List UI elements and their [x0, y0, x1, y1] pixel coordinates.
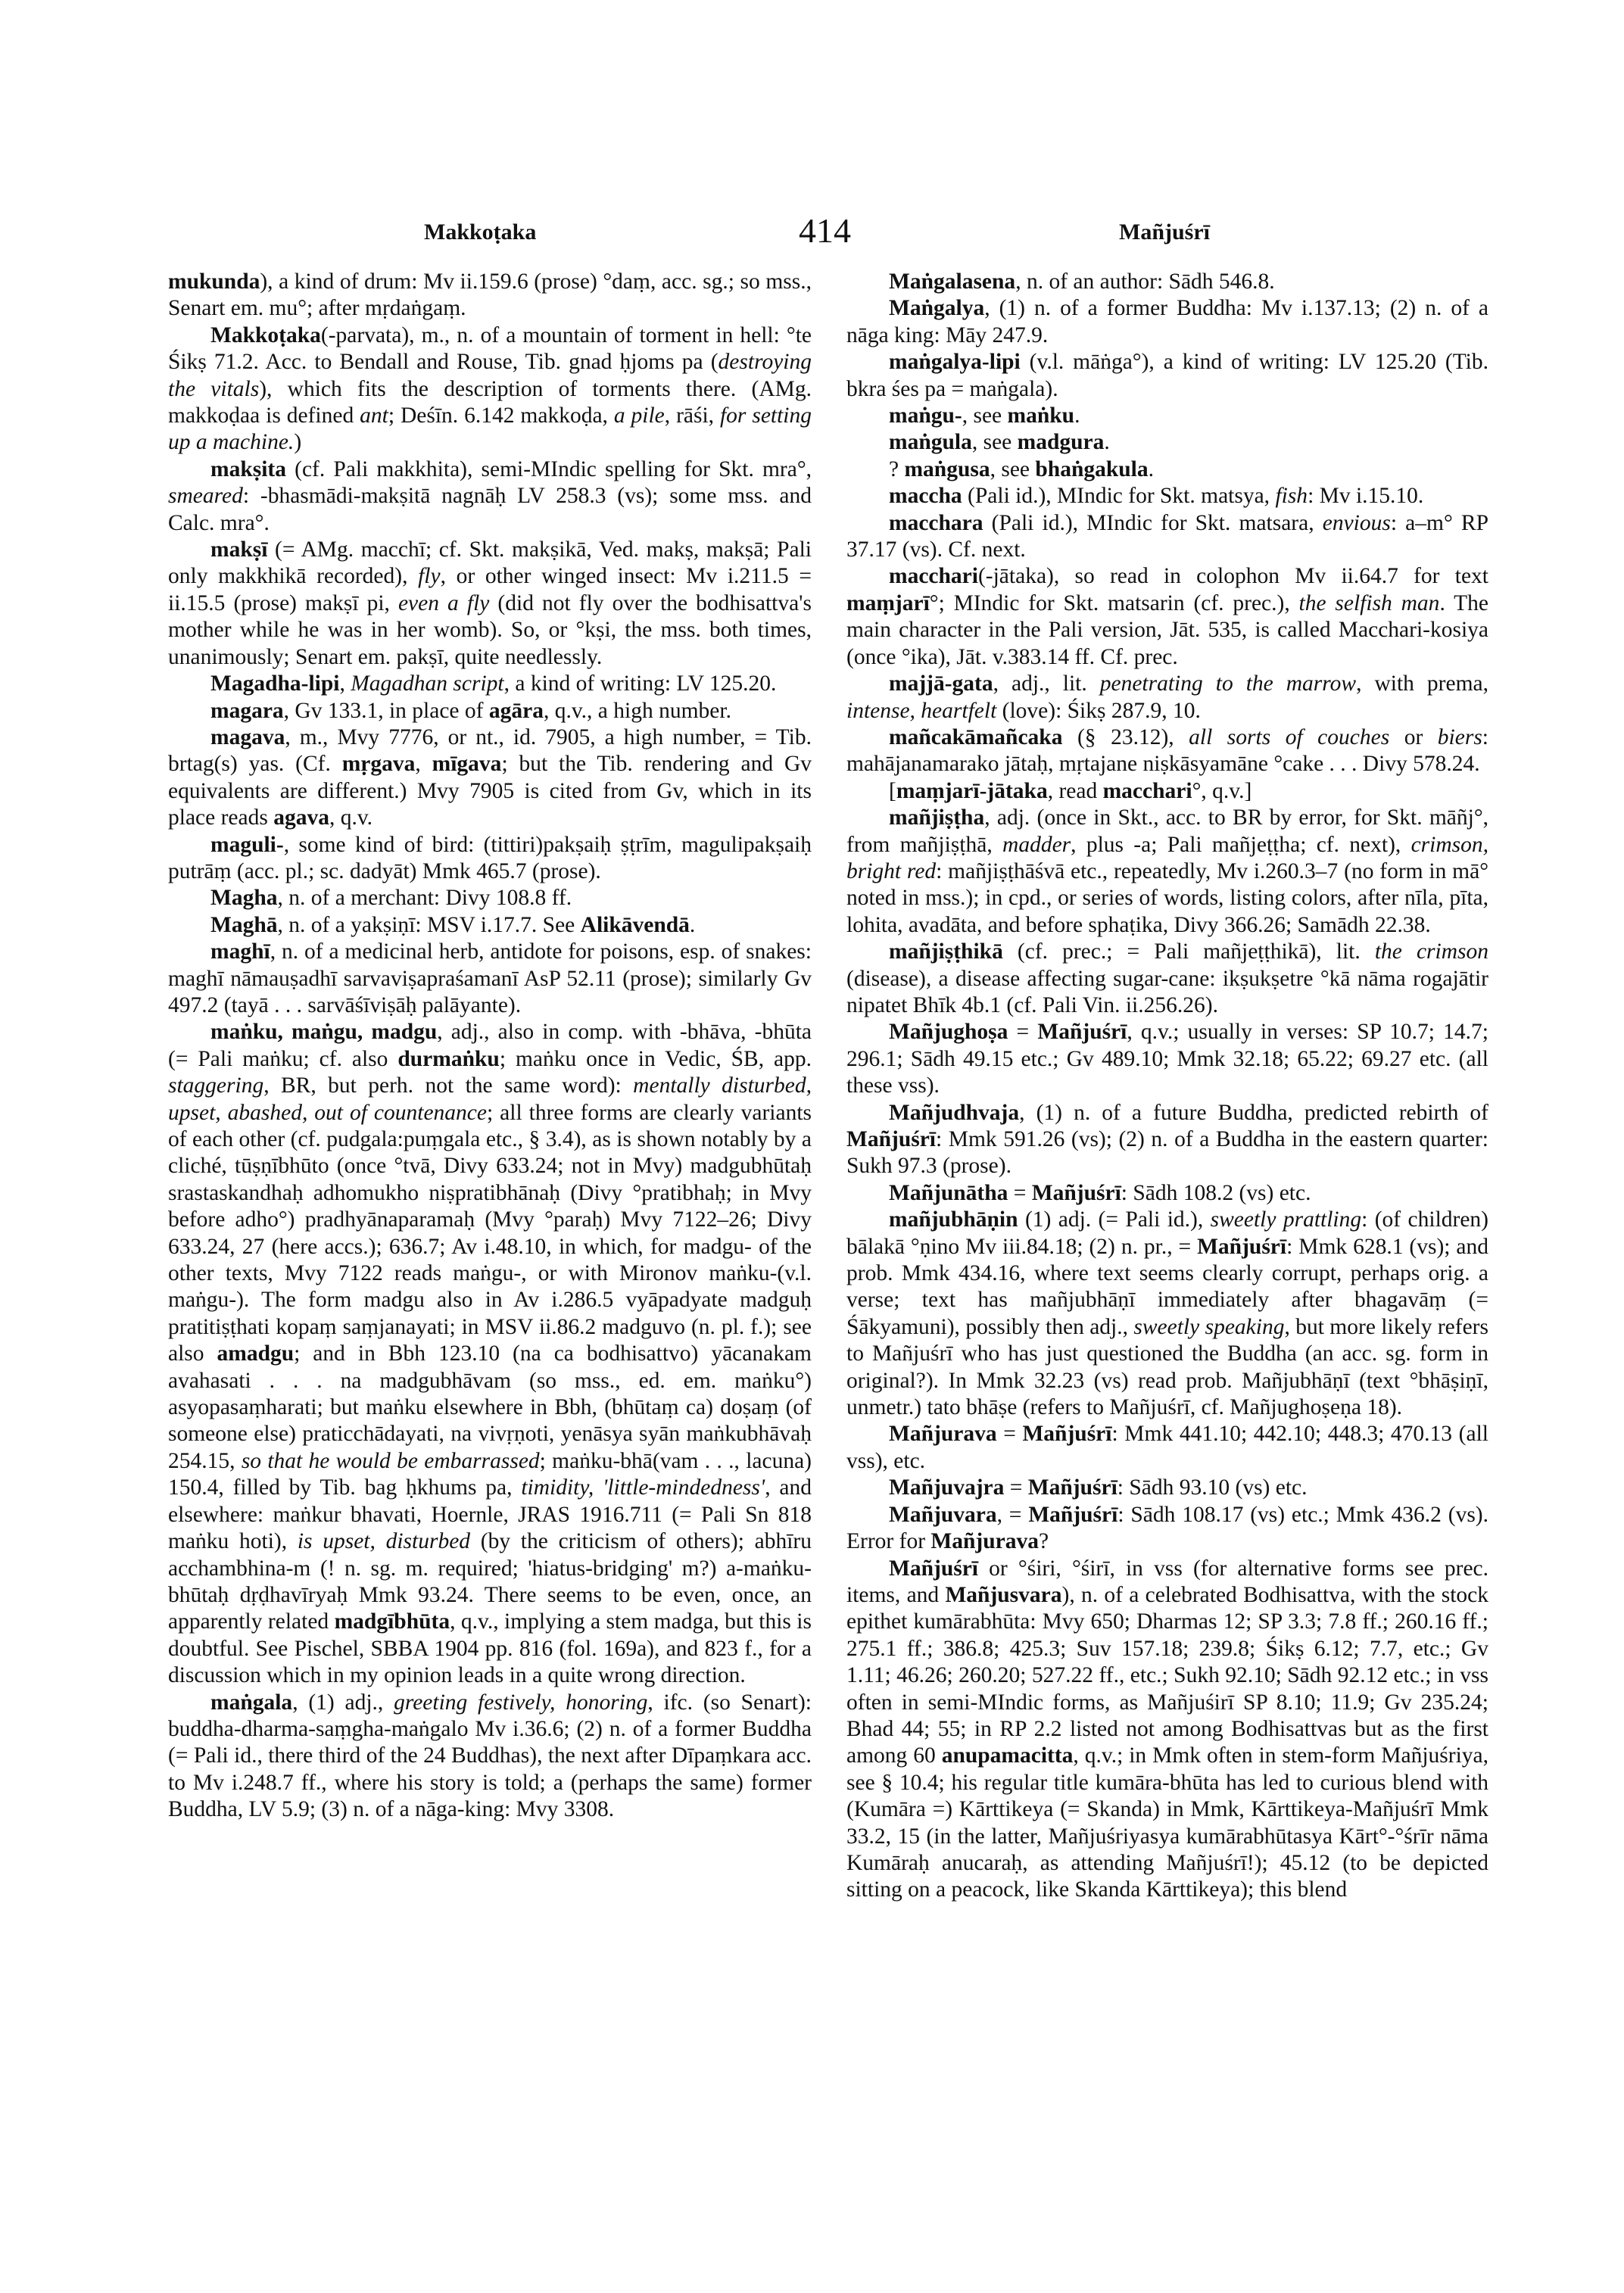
entry-text: , — [339, 671, 351, 696]
headword: Mañjuśrī — [1027, 1475, 1117, 1500]
headword: Mañjuśrī — [1197, 1234, 1287, 1259]
entry-text: : (of children) bālakā °ṇino Mv iii.84.18; (2) n. pr., = — [846, 1207, 1489, 1259]
headword: Mañjuśrī — [1031, 1180, 1121, 1205]
entry-text: , plus -a; Pali mañjeṭṭha; cf. next), — [1071, 832, 1411, 857]
italic-gloss: the crimson — [1374, 939, 1489, 964]
dictionary-entry — [168, 1019, 812, 1689]
entry-text: , adj. (once in Skt., acc. to BR by error, for Skt. māñj°, from mañjiṣṭhā, — [846, 805, 1488, 857]
entry-text: . — [689, 912, 696, 937]
headword: magava — [210, 724, 285, 749]
entry-text: ), n. of a celebrated Bodhisattva, with the stock epithet kumārabhūta: Mvy 650; Dharmas 12; SP 3.3; 7.8 ff.; 260.16 ff.; 275.1 ff.; 386.8; 425.3; Suv 157.18; 239.8; Śikṣ 6.12; 7.7, etc.; Gv 1.11; 46.26; 260.20; 527.22 ff., etc.; Sukh 92.10; Sādh 92.12 etc.; in vss often in semi-MIndic forms, as Mañjuśirī SP 8.10; 11.9; Gv 235.24; Bhad 44; 55; in RP 2.2 listed not among Bodhisattvas but as the first among 60 — [846, 1582, 1488, 1768]
entry-text: (§ 23.12), — [1062, 724, 1189, 749]
headword: mañjiṣṭhikā — [889, 939, 1003, 964]
entry-text: , (1) adj., — [292, 1690, 394, 1715]
entry-text: , rāśi, — [664, 403, 720, 428]
entry-text: (love): Śikṣ 287.9, 10. — [996, 698, 1201, 723]
entry-text: , some kind of bird: (tittiri)pakṣaiḥ ṣṭrīm, magulipakṣaiḥ putrāṃ (acc. pl.; sc. dadyāt) Mmk 465.7 (prose). — [168, 832, 812, 883]
dictionary-entry — [168, 537, 812, 671]
entry-text: ; but the Tib. rendering and Gv equivalents are different.) Mvy 7905 is cited from Gv, which in its place reads — [168, 752, 812, 830]
italic-gloss: so that he would be embarrassed — [241, 1448, 540, 1473]
headword: majjā-gata — [889, 671, 993, 696]
entry-text: = — [1004, 1475, 1028, 1500]
italic-gloss: mentally disturbed, upset, abashed, out of countenance — [168, 1073, 812, 1125]
dictionary-entry — [846, 724, 1488, 778]
headword: maṃjarī-jātaka — [896, 778, 1048, 803]
italic-gloss: intense, heartfelt — [846, 698, 997, 723]
dictionary-entry — [846, 429, 1488, 456]
italic-gloss: penetrating to the marrow — [1099, 671, 1357, 696]
left-running-headword: Makkoṭaka — [424, 220, 537, 245]
headword: Mañjuśrī — [1037, 1020, 1127, 1045]
dictionary-entry — [846, 1207, 1488, 1421]
italic-gloss: madder — [1002, 832, 1071, 857]
entry-text: , and elsewhere: maṅkur bhavati, Hoernle, JRAS 1916.711 (= Pali Sn 818 maṅku hoti), — [168, 1475, 812, 1554]
entry-text: , see — [962, 403, 1008, 428]
headword: magara — [210, 698, 284, 723]
italic-gloss: fish — [1275, 484, 1308, 509]
italic-gloss: is upset, disturbed — [297, 1529, 471, 1554]
entry-text: ; all three forms are clearly variants of each other (cf. pudgala:puṃgala etc., § 3.4), as is shown notably by a cliché, tūṣṇībhūto (once °tvā, Divy 633.24; not in Mvy) madgubhūtaḥ srastaskandhaḥ adhomukho niṣpratibhānaḥ (Divy °pratibhaḥ; in Mvy before adho°) pradhyānaparamaḥ (Mvy °paraḥ) Mvy 7122–26; Divy 633.24, 27 (here accs.); 636.7; Av i.48.10, in which, for madgu- of the other texts, Mvy 7122 reads maṅgu-, or with Mironov maṅku-(v.l. maṅgu-). The form madgu also in Av i.286.5 vyāpadyate madguḥ pratitiṣṭhati kopaṃ saṃjanayati; in MSV ii.86.2 madguvo (n. pl. f.); see also — [168, 1100, 812, 1366]
headword: maghī — [210, 939, 270, 964]
dictionary-entry — [168, 939, 812, 1019]
entry-text: ; and in Bbh 123.10 (na ca bodhisattvo) yācanakam avahasati . . . na madgubhāvam (so mss., ed. em. maṅku°) asyopasaṃharati; but maṅku elsewhere in Bbh, (bhūtaṃ ca) doṣaṃ (of someone else) praticchādayati, na vivṛṇoti, yenāsya syān maṅkubhāvaḥ 254.15, — [168, 1341, 812, 1473]
dictionary-entry — [846, 1556, 1488, 1904]
entry-text: , q.v.; usually in verses: SP 10.7; 14.7; 296.1; Sādh 49.15 etc.; Gv 489.10; Mmk 32.18; 65.22; 69.27 etc. (all these vss). — [846, 1020, 1488, 1098]
italic-gloss: envious — [1322, 510, 1391, 535]
italic-gloss: all sorts of couches — [1189, 724, 1390, 749]
italic-gloss: staggering — [168, 1073, 264, 1098]
page-number: 414 — [799, 211, 851, 250]
entry-text: : Sādh 93.10 (vs) etc. — [1117, 1475, 1308, 1500]
entry-text: (-jātaka), so read in colophon Mv ii.64.7 for text — [977, 564, 1488, 589]
italic-gloss: Magadhan script — [351, 671, 504, 696]
headword: mṛgava — [341, 752, 416, 777]
entry-text: , n. of a medicinal herb, antidote for poisons, esp. of snakes: maghī nāmauṣadhī sarvaviṣapraśamanī AsP 52.11 (prose); similarly Gv 497.2 (tayā . . . sarvāśīviṣāḥ palāyante). — [168, 939, 812, 1017]
headword: mīgava — [432, 752, 502, 777]
entry-text: , Gv 133.1, in place of — [283, 698, 489, 723]
italic-gloss: greeting festively, honoring — [394, 1690, 648, 1715]
entry-text: ; Deśīn. 6.142 makkoḍa, — [388, 403, 614, 428]
dictionary-entry — [846, 349, 1488, 403]
headword: maṅgala — [210, 1690, 293, 1715]
italic-gloss: timidity, 'little-mindedness' — [521, 1475, 765, 1500]
headword: mañcakāmañcaka — [889, 724, 1063, 749]
headword: Mañjurava — [889, 1422, 997, 1447]
headword: Maṅgalasena — [889, 269, 1016, 294]
headword: macchari — [1102, 778, 1192, 803]
entry-text: , ifc. (so Senart): buddha-dharma-saṃgha-maṅgalo Mv i.36.6; (2) n. of a former Buddha (= Pali id., there third of the 24 Buddhas), the next after Dīpaṃkara acc. to Mv i.248.7 ff., where his story is told; a (perhaps the same) former Buddha, LV 5.9; (3) n. of a nāga-king: Mvy 3308. — [168, 1690, 812, 1822]
headword: anupamacitta — [941, 1743, 1074, 1768]
entry-text: : Mmk 628.1 (vs); and prob. Mmk 434.16, where text seems clearly corrupt, perhaps orig. a verse; text has mañjubhāṇī immediately after bhagavāṃ (= Śākyamuni), possibly then adj., — [846, 1234, 1489, 1339]
entry-text: , q.v., implying a stem madga, but this is doubtful. See Pischel, SBBA 1904 pp. 816 (fol. 169a), and 823 f., for a discussion which in my opinion leads in a quite wrong direction. — [168, 1609, 812, 1688]
dictionary-entry — [168, 832, 812, 886]
headword: Mañjuvara — [889, 1502, 997, 1527]
headword: Mañjurava — [930, 1529, 1039, 1554]
headword: mañjubhāṇin — [889, 1207, 1018, 1232]
entry-text: , (1) n. of a future Buddha, predicted rebirth of — [1019, 1100, 1488, 1125]
headword: Mañjuśrī — [1028, 1502, 1118, 1527]
entry-text: or °śiri, °śirī, in vss (for alternative forms see prec. items, and — [846, 1556, 1488, 1607]
dictionary-entry — [846, 1180, 1488, 1207]
italic-gloss: even a fly — [397, 590, 490, 615]
entry-text: , see — [971, 430, 1018, 455]
dictionary-entry — [168, 1690, 812, 1824]
entry-text: = — [1008, 1020, 1038, 1045]
dictionary-entry — [846, 778, 1488, 805]
entry-text: (did not fly over the bodhisattva's mother while he was in her womb). So, or °kṣi, the mss. both times, unanimously; Senart em. pakṣī, quite needlessly. — [168, 590, 812, 669]
italic-gloss: smeared — [168, 484, 243, 509]
entry-text: , BR, but perh. not the same word): — [263, 1073, 634, 1098]
dictionary-entry — [168, 456, 812, 537]
headword: durmaṅku — [397, 1046, 500, 1071]
headword: Mañjudhvaja — [889, 1100, 1020, 1125]
entry-text: (cf. Pali makkhita), semi-MIndic spelling for Skt. mra°, — [285, 456, 812, 481]
entry-text: , a kind of writing: LV 125.20. — [503, 671, 777, 696]
entry-text: (disease), a disease affecting sugar-cane: ikṣukṣetre °kā nāma rogajātir nipatet Bhīk 4b.1 (cf. Pali Vin. ii.256.26). — [846, 966, 1488, 1017]
dictionary-entry — [846, 295, 1488, 349]
headword: Mañjughoṣa — [889, 1020, 1008, 1045]
entry-text: ), which fits the description of torments there. (AMg. makkoḍaa is defined — [168, 376, 812, 428]
entry-text: (Pali id.), MIndic for Skt. matsya, — [962, 484, 1276, 509]
entry-text: , = — [996, 1502, 1029, 1527]
dictionary-entry — [846, 1100, 1488, 1180]
entry-text: = — [1008, 1180, 1032, 1205]
entry-text: , n. of an author: Sādh 546.8. — [1015, 269, 1275, 294]
entry-text: , but more likely refers to Mañjuśrī who has just questioned the Buddha (an acc. sg. form in original?). In Mmk 32.23 (vs) read prob. Mañjubhāṇī (text °bhāṣiṇī, unmetr.) tato bhāṣe (refers to Mañjuśrī, cf. Mañjughoṣeṇa 18). — [846, 1314, 1488, 1420]
headword: Maghā — [210, 912, 278, 937]
headword: maṅgalya-lipi — [889, 350, 1021, 375]
dictionary-entry — [846, 671, 1488, 724]
entry-text: , n. of a yakṣiṇī: MSV i.17.7. See — [277, 912, 581, 937]
dictionary-entry — [846, 939, 1488, 1019]
dictionary-entry — [168, 724, 812, 832]
entry-text: , q.v.; in Mmk often in stem-form Mañjuśriya, see § 10.4; his regular title kumāra-bhūta has led to curious blend with (Kumāra =) Kārttikeya (= Skanda) in Mmk, Kārttikeya-Mañjuśrī Mmk 33.2, 15 (in the latter, Mañjuśriyasya kumārabhūtasya Kārt°-°śrīr nāma Kumāraḥ anucaraḥ, as attending Mañjuśrī!); 45.12 (to be depicted sitting on a peacock, like Skanda Kārttikeya); this blend — [846, 1743, 1488, 1902]
entry-text: °; MIndic for Skt. matsarin (cf. prec.), — [929, 590, 1299, 615]
dictionary-entry — [168, 322, 812, 456]
headword: Makkoṭaka — [210, 322, 321, 347]
headword: macchari — [889, 564, 978, 589]
entry-text: , q.v. — [329, 805, 373, 830]
italic-gloss: the selfish man — [1298, 590, 1440, 615]
headword: maccha — [889, 484, 962, 509]
dictionary-entry — [846, 269, 1488, 295]
headword: Mañjuśrī — [889, 1556, 978, 1581]
entry-text: ? — [889, 456, 905, 481]
entry-text: . — [1148, 456, 1154, 481]
entry-text: ; maṅku once in Vedic, ŚB, app. — [499, 1046, 812, 1071]
entry-text: (= AMg. macchī; cf. Skt. makṣikā, Ved. makṣ, makṣā; Pali only makkhikā recorded), — [168, 537, 812, 589]
left-column — [168, 269, 812, 1824]
headword: Mañjunātha — [889, 1180, 1008, 1205]
dictionary-entry — [846, 1421, 1488, 1475]
entry-text: : -bhasmādi-makṣitā nagnāḥ LV 258.3 (vs); some mss. and Calc. mra°. — [168, 484, 812, 535]
dictionary-entry — [846, 483, 1488, 509]
headword: makṣī — [210, 537, 268, 562]
entry-text: (v.l. māṅga°), a kind of writing: LV 125.20 (Tib. bkra śes pa = maṅgala). — [846, 350, 1488, 401]
entry-text: (1) adj. (= Pali id.), — [1018, 1207, 1211, 1232]
headword: maguli- — [210, 832, 284, 857]
entry-text: (Pali id.), MIndic for Skt. matsara, — [983, 510, 1323, 535]
italic-gloss: a pile — [613, 403, 665, 428]
entry-text: : mañjiṣṭhāśvā etc., repeatedly, Mv i.260.3–7 (no form in mā° noted in mss.); in cpd., or series of words, listing colors, after nīla, pīta, lohita, avadāta, and before sphaṭika, Divy 366.26; Samādh 22.38. — [846, 858, 1488, 937]
entry-text: . — [1104, 430, 1110, 455]
headword: maṅgula — [889, 430, 972, 455]
entry-text: (by the criticism of others); abhīru acchambhina-m (! n. sg. m. required; 'hiatus-bridging' m?) a-maṅku-bhūtaḥ dṛḍhavīryaḥ Mmk 93.24. There seems to be even, once, an apparently related — [168, 1529, 812, 1634]
headword: Alikāvendā — [580, 912, 690, 937]
dictionary-entry — [846, 1502, 1488, 1556]
right-column — [846, 269, 1488, 1904]
entry-text: °, q.v.] — [1192, 778, 1252, 803]
entry-text: ) — [294, 430, 302, 455]
entry-text: ? — [1038, 1529, 1049, 1554]
entry-text: or — [1389, 724, 1438, 749]
headword: maṅgusa — [904, 456, 990, 481]
dictionary-entry — [168, 671, 812, 697]
headword: agāra — [488, 698, 544, 723]
headword: mañjiṣṭha — [889, 805, 985, 830]
entry-text: , adj., also in comp. with -bhāva, -bhūta (= Pali maṅku; cf. also — [168, 1020, 812, 1071]
entry-text: [ — [889, 778, 896, 803]
headword: madgura — [1017, 430, 1105, 455]
entry-text: ), a kind of drum: Mv ii.159.6 (prose) °daṃ, acc. sg.; so mss., Senart em. mu°; after mṛdaṅgaṃ. — [168, 269, 812, 321]
entry-text: , n. of a merchant: Divy 108.8 ff. — [277, 886, 572, 911]
headword: makṣita — [210, 456, 286, 481]
italic-gloss: sweetly prattling — [1210, 1207, 1362, 1232]
right-running-headword: Mañjuśrī — [1119, 220, 1210, 245]
dictionary-entry — [846, 563, 1488, 671]
headword: maṃjarī — [846, 590, 930, 615]
headword: Mañjuśrī — [846, 1127, 936, 1151]
headword: maṅgu- — [889, 403, 962, 428]
dictionary-entry — [168, 269, 812, 322]
headword: Mañjuśrī — [1022, 1422, 1112, 1447]
headword: maṅku — [1007, 403, 1075, 428]
entry-text: . The main character in the Pali version, Jāt. 535, is called Macchari-kosiya (once °ika), Jāt. v.383.14 ff. Cf. prec. — [846, 590, 1488, 669]
dictionary-entry — [846, 403, 1488, 429]
headword: maṅku, maṅgu, madgu — [210, 1020, 438, 1045]
headword: madgībhūta — [334, 1609, 450, 1634]
dictionary-entry — [168, 698, 812, 724]
dictionary-entry — [846, 805, 1488, 939]
entry-text: (-parvata), m., n. of a mountain of torment in hell: °te Śikṣ 71.2. Acc. to Bendall and Rouse, Tib. gnad ḥjoms pa ( — [168, 322, 812, 375]
entry-text: , read — [1047, 778, 1103, 803]
italic-gloss: fly — [418, 564, 441, 589]
italic-gloss: ant — [360, 403, 388, 428]
dictionary-entry — [846, 456, 1488, 483]
entry-text: (cf. prec.; = Pali mañjeṭṭhikā), lit. — [1002, 939, 1375, 964]
entry-text: , or other winged insect: Mv i.211.5 = ii.15.5 (prose) makṣī pi, — [168, 564, 812, 615]
italic-gloss: crimson, bright red — [846, 832, 1488, 883]
entry-text: , see — [990, 456, 1036, 481]
entry-text: : Mmk 591.26 (vs); (2) n. of a Buddha in the eastern quarter: Sukh 97.3 (prose). — [846, 1127, 1488, 1179]
dictionary-entry — [846, 1019, 1488, 1099]
dictionary-entry — [168, 885, 812, 911]
dictionary-entry — [168, 912, 812, 939]
italic-gloss: destroying the vitals — [168, 350, 812, 401]
entry-text: . — [1074, 403, 1080, 428]
entry-text: : mahājanamarako jātaḥ, mṛtajane niṣkāsyamāne °cake . . . Divy 578.24. — [846, 724, 1488, 777]
entry-text: : Mmk 441.10; 442.10; 448.3; 470.13 (all vss), etc. — [846, 1422, 1488, 1473]
headword: bhaṅgakula — [1035, 456, 1149, 481]
entry-text: : Mv i.15.10. — [1308, 484, 1424, 509]
entry-text: , adj., lit. — [993, 671, 1100, 696]
headword: agava — [273, 805, 329, 830]
entry-text: , m., Mvy 7776, or nt., id. 7905, a high number, = Tib. brtag(s) yas. (Cf. — [168, 724, 812, 777]
headword: Magha — [210, 886, 278, 911]
headword: Magadha-lipi — [210, 671, 340, 696]
headword: Maṅgalya — [889, 296, 985, 321]
entry-text: , with prema, — [1356, 671, 1488, 696]
dictionary-entry — [846, 1475, 1488, 1501]
entry-text: , (1) n. of a former Buddha: Mv i.137.13; (2) n. of a nāga king: Māy 247.9. — [846, 296, 1488, 347]
italic-gloss: biers — [1437, 724, 1482, 749]
entry-text: : a–m° RP 37.17 (vs). Cf. next. — [846, 510, 1488, 562]
entry-text: : Sādh 108.17 (vs) etc.; Mmk 436.2 (vs). Error for — [846, 1502, 1488, 1554]
running-head — [0, 210, 1624, 256]
dictionary-entry — [846, 510, 1488, 564]
entry-text: ; maṅku-bhā(vam . . ., lacuna) 150.4, filled by Tib. bag ḥkhums pa, — [168, 1448, 812, 1500]
italic-gloss: for setting up a machine. — [168, 403, 812, 455]
entry-text: : Sādh 108.2 (vs) etc. — [1121, 1180, 1311, 1205]
headword: amadgu — [217, 1341, 295, 1366]
entry-text: = — [996, 1422, 1023, 1447]
headword: Mañjusvara — [945, 1582, 1062, 1607]
entry-text: , q.v., a high number. — [543, 698, 731, 723]
headword: Mañjuvajra — [889, 1475, 1005, 1500]
italic-gloss: sweetly speaking — [1133, 1314, 1285, 1339]
headword: mukunda — [168, 269, 260, 294]
headword: macchara — [889, 510, 983, 535]
entry-text: , — [415, 752, 432, 777]
